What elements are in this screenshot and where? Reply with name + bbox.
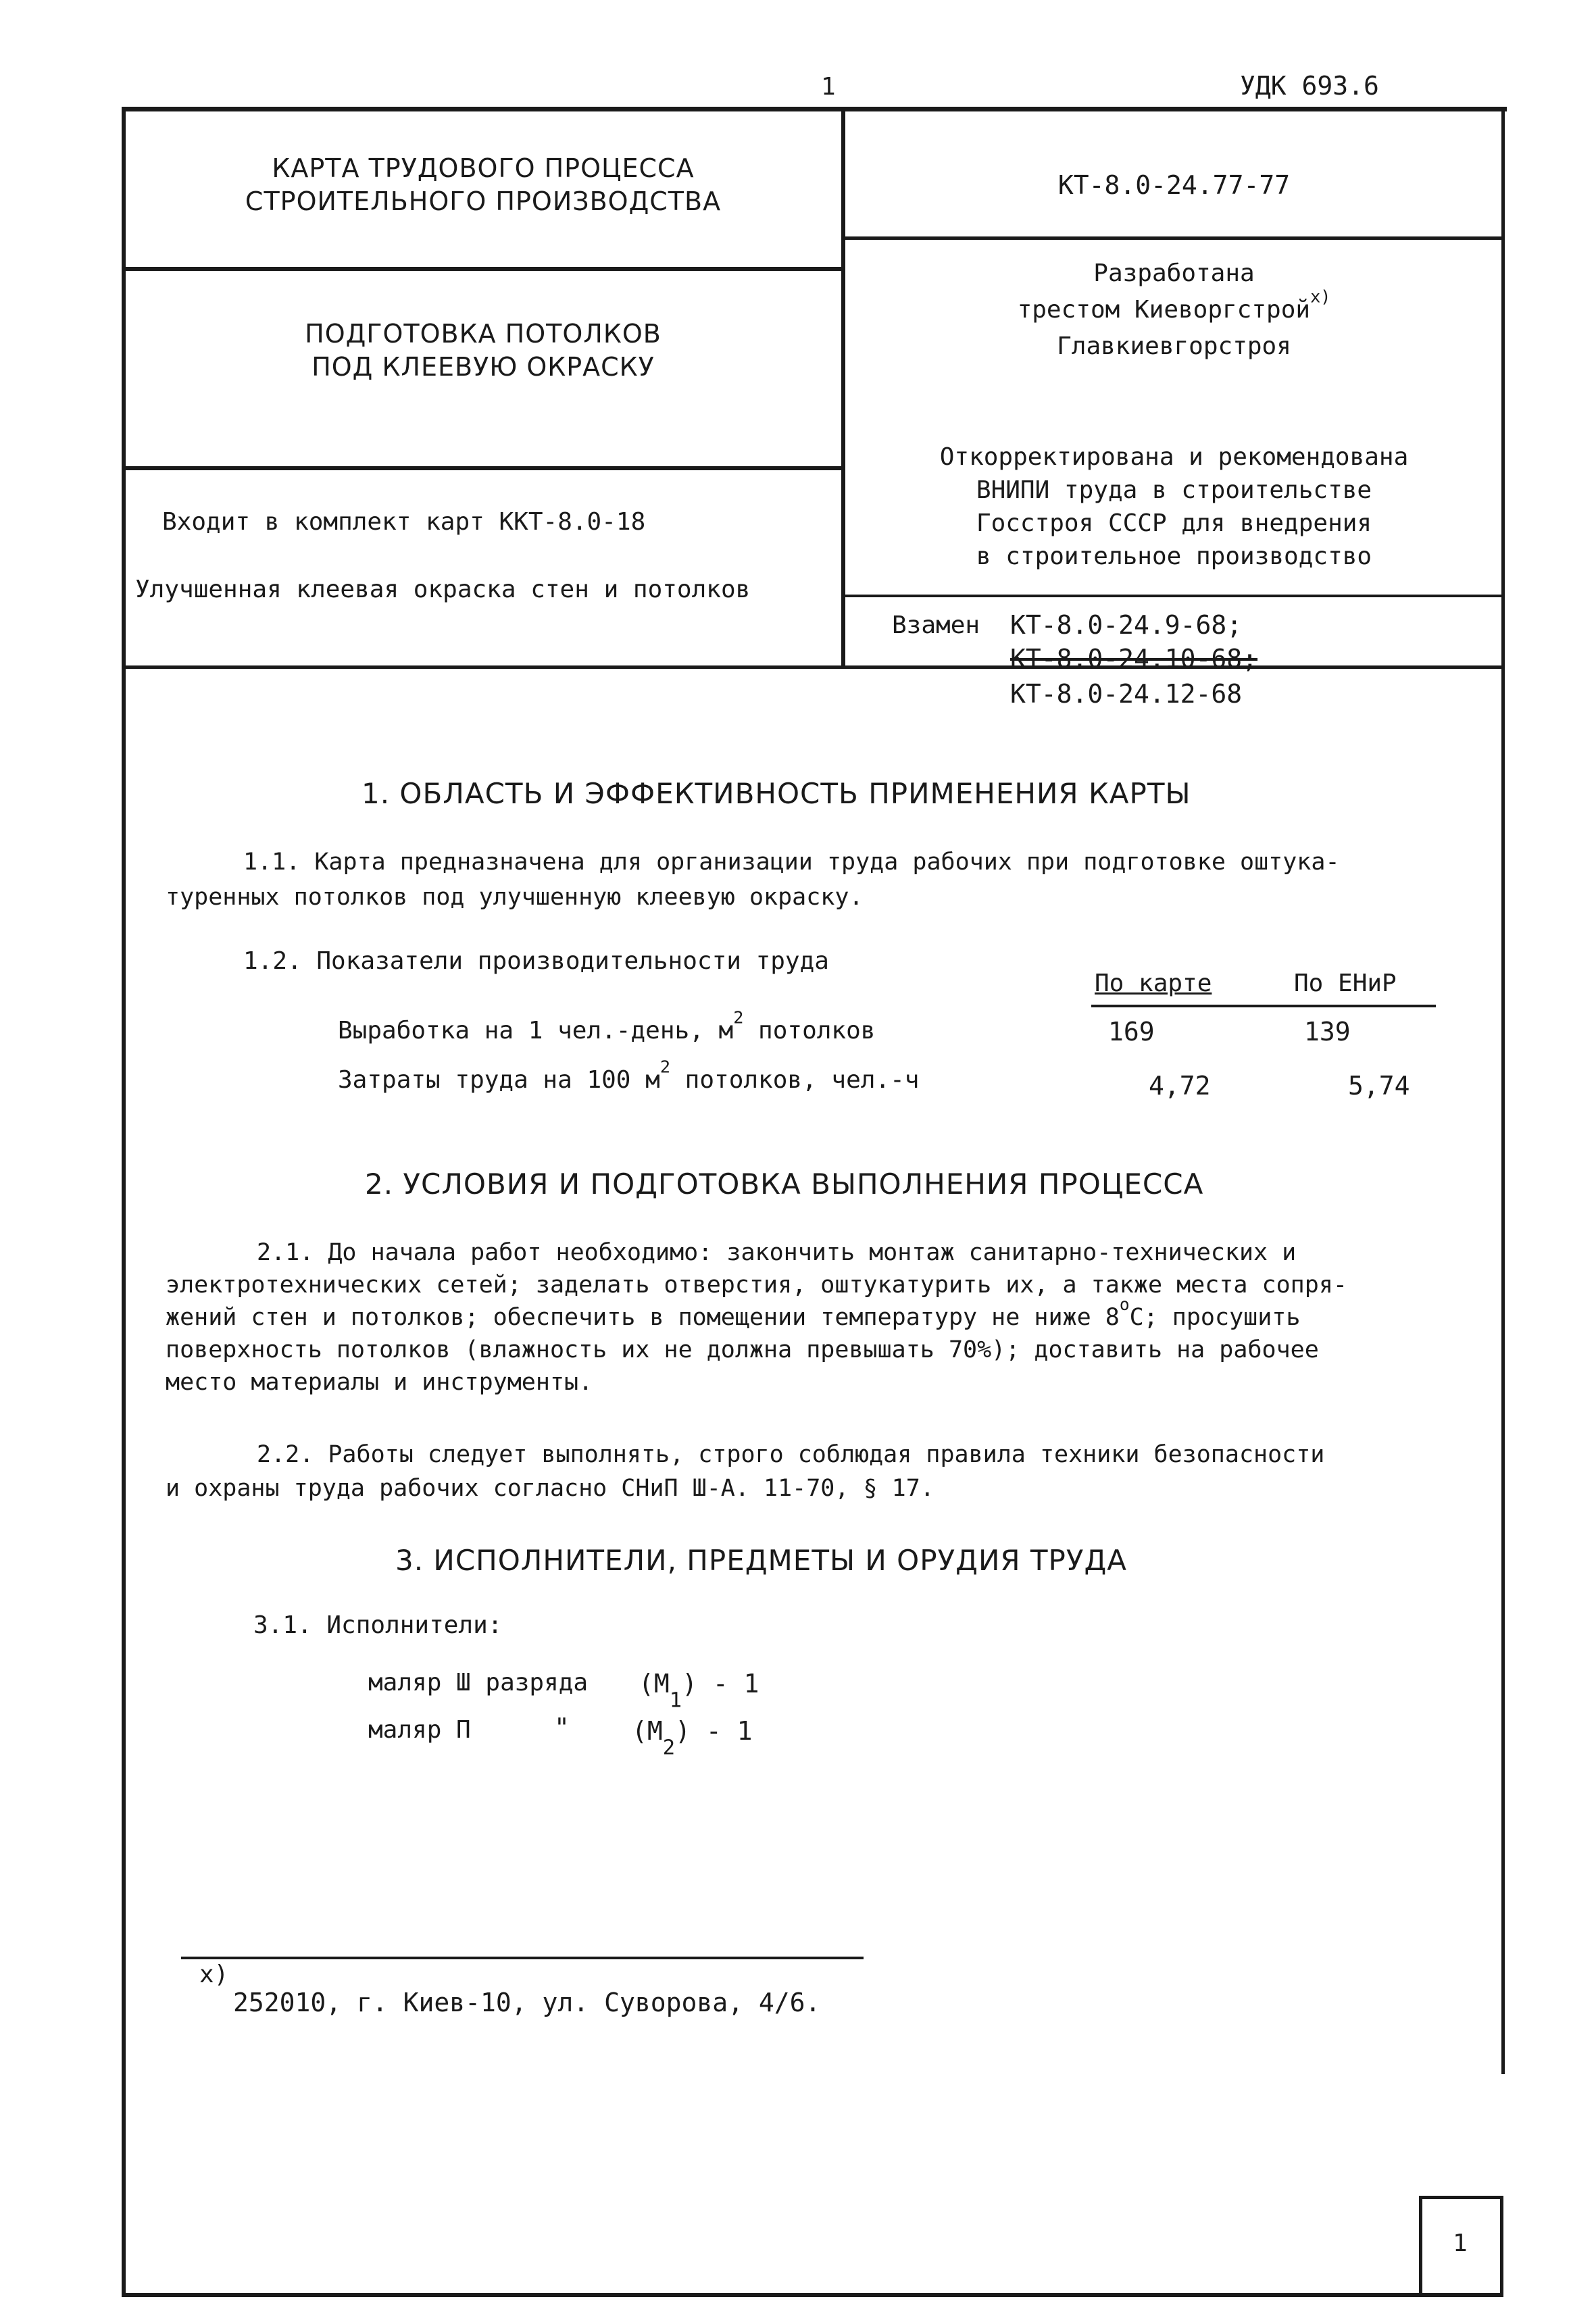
metric-labor-card-value: 4,72	[1149, 1071, 1211, 1101]
worker-2-code-a: (М	[632, 1716, 663, 1746]
frame-left-border	[122, 107, 126, 2297]
developed-line-3: Главкиевгорстроя	[1057, 332, 1291, 360]
section-2-1-paragraph	[166, 1236, 1347, 1399]
section-2-title: 2. УСЛОВИЯ И ПОДГОТОВКА ВЫПОЛНЕНИЯ ПРОЦЕССА	[365, 1167, 1204, 1201]
replaces-code-2: КТ-8.0-24.10-68;	[1010, 644, 1258, 674]
metric-labor-label: Затраты труда на 100 м	[338, 1066, 660, 1094]
card-type-line-2: СТРОИТЕЛЬНОГО ПРОИЗВОДСТВА	[245, 186, 722, 217]
card-set-reference: Входит в комплект карт ККТ-8.0-18	[162, 508, 646, 536]
worker-2-code-b: ) - 1	[675, 1716, 753, 1746]
footnote-mark: х)	[199, 1961, 229, 1988]
column-header-card: По карте	[1095, 970, 1212, 997]
card-set-name: Улучшенная клеевая окраска стен и потолков	[135, 576, 751, 603]
metric-output-card-value: 169	[1108, 1017, 1155, 1047]
column-header-enir: По ЕНиР	[1294, 970, 1397, 997]
developed-org: трестом Киеворгстрой	[1017, 296, 1311, 324]
worker-1-sub: 1	[669, 1688, 682, 1713]
worker-1-code-b: ) - 1	[682, 1669, 759, 1699]
worker-2-label: маляр П	[368, 1716, 471, 1744]
metric-row-labor	[338, 1057, 920, 1094]
frame-bottom-border	[122, 2293, 1500, 2297]
frame-right-border	[1501, 111, 1505, 2074]
section-1-2-paragraph: 1.2. Показатели производительности труда	[243, 947, 829, 975]
section-3-1-paragraph: 3.1. Исполнители:	[253, 1611, 503, 1639]
replaces-code-1: КТ-8.0-24.9-68;	[1010, 610, 1243, 640]
header-bottom-rule	[122, 665, 1503, 669]
s2-1-line-5: место материалы и инструменты.	[166, 1369, 593, 1396]
header-left-rule-2	[122, 466, 843, 470]
worker-1-code	[639, 1669, 759, 1713]
worker-2-code	[632, 1716, 753, 1760]
corrected-line-4: в строительное производство	[976, 543, 1372, 570]
replaces-code-3: КТ-8.0-24.12-68	[1010, 679, 1243, 709]
corrected-line-1: Откорректирована и рекомендована	[939, 443, 1409, 471]
page-box-left	[1419, 2196, 1422, 2297]
metric-output-label-tail: потолков	[743, 1017, 876, 1045]
udk-code: УДК 693.6	[1240, 71, 1379, 101]
worker-1-code-a: (М	[639, 1669, 670, 1699]
s2-1-line-3a: жений стен и потолков; обеспечить в помещении температуру не ниже 8	[166, 1304, 1120, 1331]
worker-1-label: маляр Ш разряда	[368, 1669, 589, 1696]
header-right-rule-2	[841, 595, 1503, 597]
topic-line-1: ПОДГОТОВКА ПОТОЛКОВ	[305, 319, 662, 349]
footnote-rule	[181, 1957, 864, 1959]
s2-1-line-2: электротехнических сетей; заделать отверстия, оштукатурить их, а также места сопря-	[166, 1272, 1347, 1299]
footnote-text: 252010, г. Киев-10, ул. Суворова, 4/6.	[233, 1988, 821, 2017]
s2-1-line-3	[166, 1294, 1347, 1334]
corrected-line-2: ВНИПИ труда в строительстве	[976, 476, 1372, 504]
s2-2-line-1: 2.2. Работы следует выполнять, строго соблюдая правила техники безопасности	[257, 1441, 1325, 1468]
replaces-label: Взамен	[892, 611, 980, 639]
s2-1-line-1: 2.1. До начала работ необходимо: закончить монтаж санитарно-технических и	[257, 1239, 1297, 1266]
degree-sup: о	[1119, 1294, 1130, 1314]
page-box-top	[1419, 2196, 1503, 2199]
worker-2-sub: 2	[662, 1736, 676, 1760]
s1-1-line-2: туренных потолков под улучшенную клеевую окраску.	[166, 884, 864, 911]
card-type-line-1: КАРТА ТРУДОВОГО ПРОЦЕССА	[272, 153, 695, 183]
footnote-ref-mark: х)	[1310, 286, 1331, 307]
worker-2-ditto: "	[554, 1713, 570, 1742]
worker-row-2	[368, 1716, 471, 1744]
developed-by-block	[848, 255, 1500, 365]
section-1-1-paragraph	[166, 845, 1340, 915]
metric-output-label: Выработка на 1 чел.-день, м	[338, 1017, 734, 1045]
s2-1-line-3b: С; просушить	[1129, 1304, 1301, 1331]
metric-labor-enir-value: 5,74	[1348, 1071, 1410, 1101]
metric-row-output	[338, 1007, 876, 1045]
s2-1-line-4: поверхность потолков (влажность их не должна превышать 70%); доставить на рабочее	[166, 1336, 1319, 1363]
developed-line-2	[848, 286, 1500, 328]
card-code: КТ-8.0-24.77-77	[1057, 170, 1291, 200]
page-number-bottom: 1	[1453, 2230, 1468, 2257]
page-box-right	[1500, 2196, 1503, 2297]
header-left-rule-1	[122, 267, 843, 271]
s1-1-line-1: 1.1. Карта предназначена для организации труда рабочих при подготовке оштука-	[243, 849, 1340, 876]
s2-2-line-2: и охраны труда рабочих согласно СНиП Ш-А. 11-70, § 17.	[166, 1475, 934, 1502]
header-right-rule-1	[841, 236, 1503, 240]
topic-title	[128, 318, 838, 384]
section-1-title: 1. ОБЛАСТЬ И ЭФФЕКТИВНОСТЬ ПРИМЕНЕНИЯ КАРТЫ	[361, 777, 1191, 810]
page-number-top: 1	[821, 73, 836, 101]
header-center-divider	[841, 107, 845, 668]
metric-labor-label-tail: потолков, чел.-ч	[670, 1066, 920, 1094]
card-type-title	[128, 152, 838, 219]
topic-line-2: ПОД КЛЕЕВУЮ ОКРАСКУ	[311, 352, 655, 382]
metric-output-enir-value: 139	[1304, 1017, 1351, 1047]
corrected-line-3: Госстроя СССР для внедрения	[976, 509, 1372, 537]
developed-line-1: Разработана	[1093, 259, 1255, 287]
section-3-title: 3. ИСПОЛНИТЕЛИ, ПРЕДМЕТЫ И ОРУДИЯ ТРУДА	[395, 1544, 1128, 1577]
column-header-rule	[1091, 1005, 1436, 1007]
metric-labor-unit-sup: 2	[659, 1057, 670, 1077]
worker-row-1	[368, 1669, 588, 1696]
section-2-2-paragraph	[166, 1438, 1324, 1505]
frame-top-border	[122, 107, 1507, 111]
metric-output-unit-sup: 2	[733, 1007, 744, 1028]
corrected-by-block	[848, 441, 1500, 573]
